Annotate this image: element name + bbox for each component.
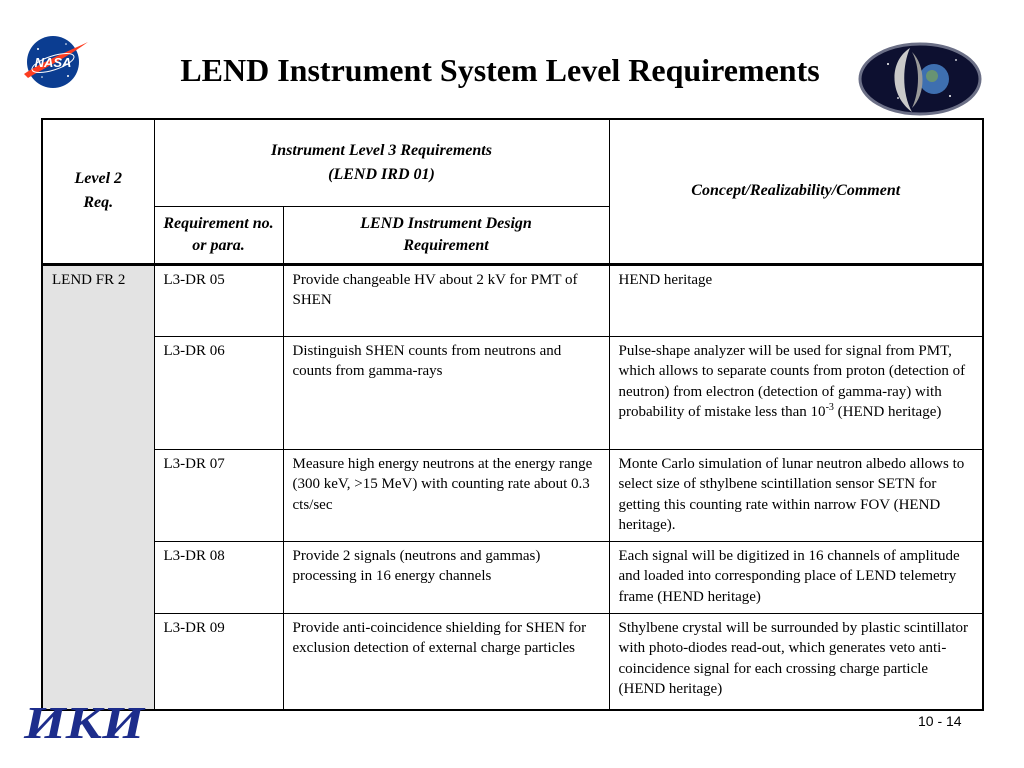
nasa-logo-icon (20, 32, 90, 90)
design-requirement-cell: Measure high energy neutrons at the energy range (300 keV, >15 MeV) with counting rate about 0.3 cts/sec (283, 449, 609, 541)
header-level3-title: Instrument Level 3 Requirements (271, 141, 492, 159)
level2-requirement-cell: LEND FR 2 (43, 264, 154, 709)
nasa-logo-text: NASA (34, 55, 72, 70)
requirement-no-cell: L3-DR 07 (154, 449, 283, 541)
table-row (43, 336, 982, 449)
design-requirement-cell: Provide anti-coincidence shielding for SHEN for exclusion detection of external charge particles (283, 613, 609, 709)
page-number: 10 - 14 (918, 713, 962, 729)
header-requirement-no: Requirement no. or para. (154, 206, 283, 264)
header-concept: Concept/Realizability/Comment (609, 120, 982, 264)
comment-cell: Each signal will be digitized in 16 channels of amplitude and loaded into corresponding place of LEND telemetry frame (HEND heritage) (609, 541, 982, 613)
comment-cell: Sthylbene crystal will be surrounded by plastic scintillator with photo-diodes read-out, which generates veto anti-coincidence signal for each crossing charge particle (HEND heritage) (609, 613, 982, 709)
design-requirement-cell: Provide changeable HV about 2 kV for PMT of SHEN (283, 264, 609, 336)
requirement-no-cell: L3-DR 05 (154, 264, 283, 336)
table-row (43, 264, 982, 336)
header-level3-doc: (LEND IRD 01) (328, 165, 435, 183)
header-level2-req: Level 2 Req. (43, 120, 154, 264)
comment-cell (609, 336, 982, 449)
requirement-no-cell: L3-DR 09 (154, 613, 283, 709)
requirements-table (41, 118, 984, 711)
design-requirement-cell: Provide 2 signals (neutrons and gammas) processing in 16 energy channels (283, 541, 609, 613)
header-design-requirement: LEND Instrument Design Requirement (283, 206, 609, 264)
iki-logo-text: ИКИ (22, 698, 146, 744)
header-level3-group (154, 120, 609, 206)
comment-exponent: -3 (825, 402, 834, 413)
requirement-no-cell: L3-DR 06 (154, 336, 283, 449)
requirement-no-cell: L3-DR 08 (154, 541, 283, 613)
slide-title: LEND Instrument System Level Requirements (180, 52, 820, 88)
comment-tail: (HEND heritage) (833, 404, 942, 420)
iki-logo-icon (22, 698, 148, 744)
table-row (43, 449, 982, 541)
table-row (43, 613, 982, 709)
comment-text: Pulse-shape analyzer will be used for signal from PMT, which allows to separate counts from proton (detection of neutron) from electron (detection of gamma-ray) with probability of mistake less than 10 (618, 342, 966, 420)
comment-cell: Monte Carlo simulation of lunar neutron albedo allows to select size of sthylbene scintillation sensor SETN for getting this counting rate within narrow FOV (HEND heritage). (609, 449, 982, 541)
comment-cell: HEND heritage (609, 264, 982, 336)
design-requirement-cell: Distinguish SHEN counts from neutrons and counts from gamma-rays (283, 336, 609, 449)
table-row (43, 541, 982, 613)
lro-mission-logo-icon (858, 42, 982, 116)
